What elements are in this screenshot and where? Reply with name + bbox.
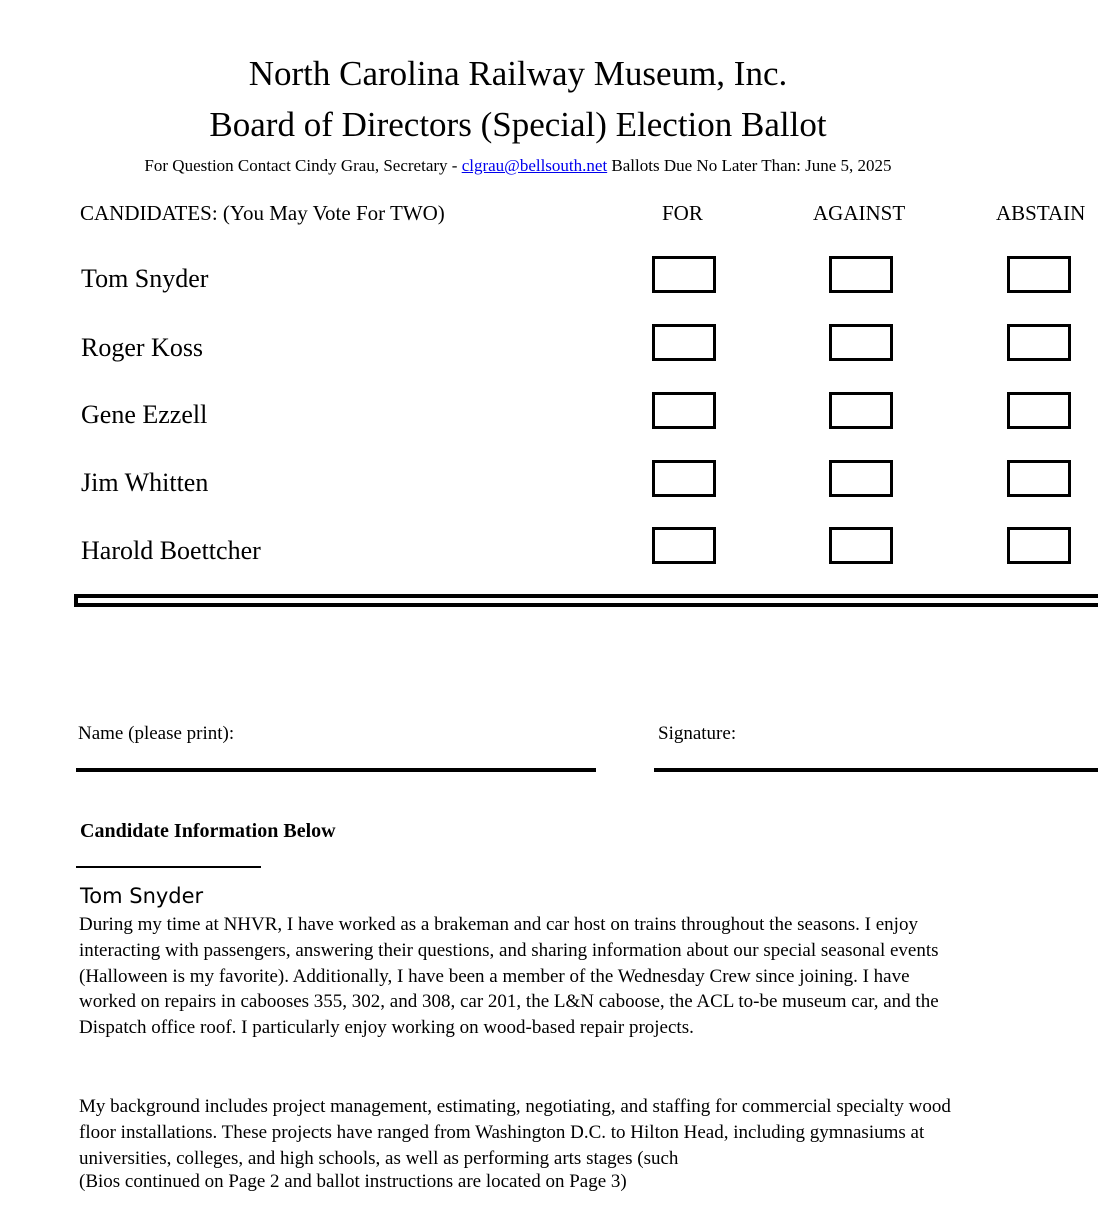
candidate-name: Tom Snyder xyxy=(81,264,209,293)
column-header-for: FOR xyxy=(662,201,703,225)
vote-abstain-checkbox[interactable] xyxy=(1007,460,1071,497)
heading-underline xyxy=(76,866,261,868)
candidates-heading: CANDIDATES: (You May Vote For TWO) xyxy=(80,201,445,225)
candidate-name: Roger Koss xyxy=(81,333,204,362)
vote-abstain-checkbox[interactable] xyxy=(1007,527,1071,564)
candidate-name: Gene Ezzell xyxy=(81,400,208,429)
vote-against-checkbox[interactable] xyxy=(829,392,893,429)
bio-paragraph-2: My background includes project management, estimating, negotiating, and staffing for commercial specialty wood floor installations. These projects have ranged from Washington D.C. to Hilton Head, including gymnasiums at universities, colleges, and high schools, as well as performing arts stages (such xyxy=(79,1096,951,1169)
vote-abstain-checkbox[interactable] xyxy=(1007,256,1071,293)
vote-abstain-checkbox[interactable] xyxy=(1007,392,1071,429)
vote-for-checkbox[interactable] xyxy=(652,324,716,361)
name-label: Name (please print): xyxy=(78,723,235,744)
ballot-title: Board of Directors (Special) Election Ballot xyxy=(209,105,827,144)
column-header-abstain: ABSTAIN xyxy=(996,201,1086,225)
signature-label: Signature: xyxy=(658,723,737,744)
vote-abstain-checkbox[interactable] xyxy=(1007,324,1071,361)
name-field-line[interactable] xyxy=(76,768,596,772)
divider-end-cap xyxy=(74,594,78,607)
vote-for-checkbox[interactable] xyxy=(652,392,716,429)
org-title: North Carolina Railway Museum, Inc. xyxy=(248,54,788,93)
due-date-text: Ballots Due No Later Than: June 5, 2025 xyxy=(607,156,892,175)
divider-top-line xyxy=(74,594,1098,598)
candidate-info-heading: Candidate Information Below xyxy=(80,820,336,842)
vote-for-checkbox[interactable] xyxy=(652,460,716,497)
vote-against-checkbox[interactable] xyxy=(829,324,893,361)
divider-bottom-line xyxy=(74,603,1098,607)
bio-candidate-name: Tom Snyder xyxy=(80,884,204,908)
candidate-name: Jim Whitten xyxy=(81,468,209,497)
contact-line xyxy=(0,156,1036,176)
vote-for-checkbox[interactable] xyxy=(652,256,716,293)
vote-against-checkbox[interactable] xyxy=(829,527,893,564)
column-header-against: AGAINST xyxy=(813,201,906,225)
bio-footer-note: (Bios continued on Page 2 and ballot instructions are located on Page 3) xyxy=(79,1171,627,1192)
bio-paragraph-1: During my time at NHVR, I have worked as a brakeman and car host on trains throughout the seasons. I enjoy interacting with passengers, answering their questions, and sharing information about our special seasonal events (Halloween is my favorite). Additionally, I have been a member of the Wednesday Crew since joining. I have worked on repairs in cabooses 355, 302, and 308, car 201, the L&N caboose, the ACL to-be museum car, and the Dispatch office roof. I particularly enjoy working on wood-based repair projects. xyxy=(79,914,939,1039)
vote-against-checkbox[interactable] xyxy=(829,460,893,497)
candidate-name: Harold Boettcher xyxy=(81,536,261,565)
vote-for-checkbox[interactable] xyxy=(652,527,716,564)
signature-field-line[interactable] xyxy=(654,768,1098,772)
contact-prefix: For Question Contact Cindy Grau, Secretary - xyxy=(144,156,462,175)
contact-email-link[interactable]: clgrau@bellsouth.net xyxy=(461,156,608,175)
vote-against-checkbox[interactable] xyxy=(829,256,893,293)
